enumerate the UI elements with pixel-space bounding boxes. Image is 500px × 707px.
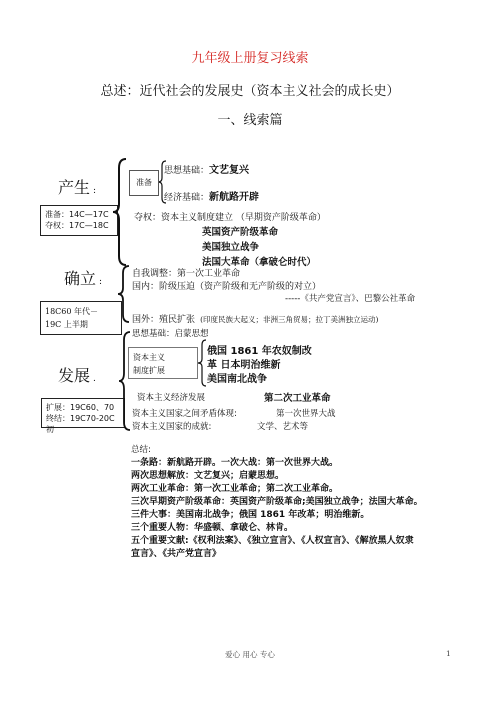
summary-line: 三个重要人物：华盛顿、拿破仑、林肯。 (131, 523, 294, 533)
prep-box: 准备 (129, 170, 159, 196)
summary-line: 两次工业革命：第一次工业革命；第二次工业革命。 (131, 484, 339, 494)
manifesto-line: -----《共产党宣言》、巴黎公社革命 (285, 294, 416, 304)
self-adjust: 自我调整：第一次工业革命 (132, 269, 241, 279)
system-expand-line: 制度扩展 (133, 366, 165, 375)
period-line: 18C60 年代－ (45, 307, 99, 316)
revolution-item: 英国资产阶级革命 (202, 227, 279, 238)
system-expand-box (128, 347, 198, 379)
conflict-label: 资本主义国家之间矛盾体现: (132, 409, 237, 419)
abroad-expansion: 国外：殖民扩张 (印度民族大起义；非洲三角贸易；拉丁美洲独立运动) (132, 315, 379, 325)
summary-heading: 总结: (131, 445, 151, 455)
stage-label-establishment: 确立 : (64, 269, 103, 288)
period-line: 准备：14C—17C (45, 210, 109, 219)
summary-line: 三次早期资产阶级革命：英国资产阶级革命;美国独立战争；法国大革命。 (131, 497, 423, 507)
period-line: 扩展：19C60、70 (46, 403, 115, 412)
econ-development-label: 资本主义经济发展 (137, 393, 206, 403)
page-title: 九年级上册复习线索 (191, 51, 309, 66)
reform-item: 俄国 1861 年农奴制改 (207, 346, 312, 357)
achievement-value: 文学、艺术等 (257, 422, 309, 432)
footer-motto: 爱心 用心 专心 (225, 650, 275, 659)
summary-line: 五个重要文献:《权利法案》、《独立宣言》、《人权宣言》、《解放黑人奴隶 (131, 536, 414, 546)
system-expand-line: 资本主义 (133, 353, 165, 362)
brace-reforms (197, 339, 207, 387)
period-box-establishment (40, 301, 122, 335)
stage-label-emergence: 产生 : (58, 178, 97, 197)
period-box-emergence (40, 205, 118, 236)
revolution-item: 法国大革命（拿破仑时代） (202, 257, 317, 268)
domestic-oppression: 国内：阶级压迫（资产阶级和无产阶级的对立） (132, 282, 322, 292)
period-line: 夺权：17C—18C (45, 221, 109, 230)
brace-stage2 (117, 265, 131, 323)
idea-foundation-enlightenment: 思想基础：启蒙思想 (132, 329, 209, 339)
summary-line: 一条路：新航路开辟。一次大战：第一次世界大战。 (131, 458, 339, 468)
period-line: 19C 上半期 (45, 320, 88, 329)
achievement-label: 资本主义国家的成就: (132, 422, 212, 432)
brace-stage1 (112, 158, 128, 266)
page-subtitle: 总述：近代社会的发展史（资本主义社会的成长史） (100, 84, 400, 99)
seize-power: 夺权：资本主义制度建立 （早期资产阶级革命） (134, 213, 326, 223)
period-box-development (41, 398, 125, 434)
period-line: 终结：19C70-20C 初 (46, 414, 115, 434)
stage-label-development: 发展 . (58, 366, 96, 385)
revolution-item: 美国独立战争 (202, 242, 260, 253)
econ-development-value: 第二次工业革命 (264, 393, 331, 404)
summary-line: 三件大事：美国南北战争；俄国 1861 年改革；明治维新。 (131, 510, 370, 520)
page-number: 1 (446, 649, 451, 658)
conflict-value: 第一次世界大战 (276, 409, 336, 419)
section-heading: 一、线索篇 (217, 113, 283, 128)
reform-item: 革 日本明治维新 (207, 360, 281, 371)
brace-stage3 (118, 331, 132, 431)
econ-foundation: 经济基础：新航路开辟 (164, 192, 260, 203)
idea-foundation: 思想基础：文艺复兴 (164, 165, 250, 176)
summary-line: 两次思想解放：文艺复兴；启蒙思想。 (131, 471, 285, 481)
reform-item: 美国南北战争 (207, 374, 267, 385)
summary-line: 宣言》、《共产党宣言》 (131, 549, 222, 559)
